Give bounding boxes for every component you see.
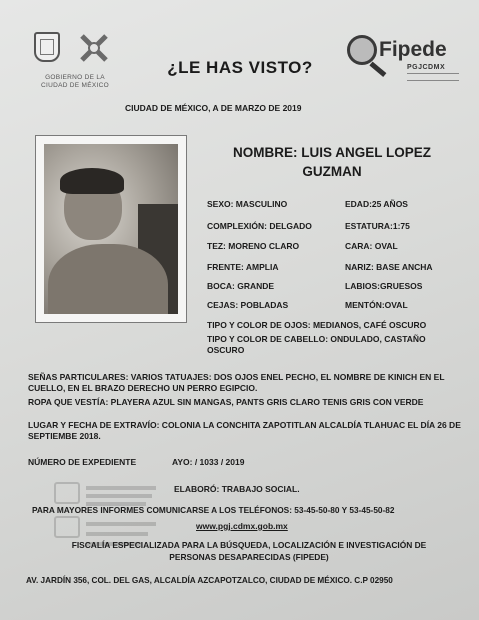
complexion-field: COMPLEXIÓN: DELGADO	[207, 221, 312, 231]
page-title: ¿LE HAS VISTO?	[167, 58, 313, 77]
informes-telefonos: PARA MAYORES INFORMES COMUNICARSE A LOS TELÉFONOS: 53-45-50-80 Y 53-45-50-82	[32, 505, 395, 515]
estatura-field: ESTATURA:1:75	[345, 221, 410, 231]
boca-field: BOCA: GRANDE	[207, 281, 275, 291]
person-photo-frame	[35, 135, 187, 323]
cdmx-government-logo	[30, 30, 120, 100]
date-line: CIUDAD DE MÉXICO, A DE MARZO DE 2019	[125, 103, 302, 113]
person-photo	[44, 144, 178, 314]
labios-field: LABIOS:GRUESOS	[345, 281, 423, 291]
fiscalia-name: FISCALÍA ESPECIALIZADA PARA LA BÚSQUEDA, LOCALIZACIÓN E INVESTIGACIÓN DE PERSONAS DESAPARECIDAS (FIPEDE)	[71, 540, 427, 562]
cejas-field: CEJAS: POBLADAS	[207, 300, 289, 310]
person-name: NOMBRE: LUIS ANGEL LOPEZ GUZMAN	[232, 145, 431, 179]
lugar-fecha-extravio: LUGAR Y FECHA DE EXTRAVÍO: COLONIA LA CONCHITA ZAPOTITLAN ALCALDÍA TLAHUAC EL DÍA 26 DE SEPTIEMBE 2018.	[28, 420, 461, 441]
sexo-field: SEXO: MASCULINO	[207, 199, 288, 209]
senas-particulares: SEÑAS PARTICULARES: VARIOS TATUAJES: DOS OJOS ENEL PECHO, EL NOMBRE DE KINICH EN EL CUELLO, EN EL BRAZO DERECHO UN PERRO EGIPCIO.	[28, 372, 445, 393]
expediente-value: AYO: / 1033 / 2019	[172, 457, 245, 467]
nariz-field: NARIZ: BASE ANCHA	[345, 262, 433, 272]
coat-of-arms-icon	[34, 32, 60, 62]
government-caption: GOBIERNO DE LA CIUDAD DE MÉXICO	[40, 74, 109, 89]
address: AV. JARDÍN 356, COL. DEL GAS, ALCALDÍA AZCAPOTZALCO, CIUDAD DE MÉXICO. C.P 02950	[26, 576, 393, 585]
elaboro: ELABORÓ: TRABAJO SOCIAL.	[174, 484, 300, 494]
cara-field: CARA: OVAL	[345, 241, 398, 251]
frente-field: FRENTE: AMPLIA	[207, 262, 279, 272]
ropa-vestia: ROPA QUE VESTÍA: PLAYERA AZUL SIN MANGAS, PANTS GRIS CLARO TENIS GRIS CON VERDE	[28, 397, 424, 407]
edad-field: EDAD:25 AÑOS	[345, 199, 408, 209]
fipede-logo: Fipede PGJCDMX	[345, 32, 465, 92]
ojos-field: TIPO Y COLOR DE OJOS: MEDIANOS, CAFÉ OSCURO	[207, 320, 427, 330]
website-link[interactable]: www.pgj.cdmx.gob.mx	[196, 521, 288, 531]
cabello-field: TIPO Y COLOR DE CABELLO: ONDULADO, CASTAÑO OSCURO	[207, 334, 426, 355]
menton-field: MENTÓN:OVAL	[345, 300, 408, 310]
tez-field: TEZ: MORENO CLARO	[207, 241, 300, 251]
cdmx-emblem-icon	[76, 30, 112, 66]
expediente-label: NÚMERO DE EXPEDIENTE	[28, 457, 137, 467]
